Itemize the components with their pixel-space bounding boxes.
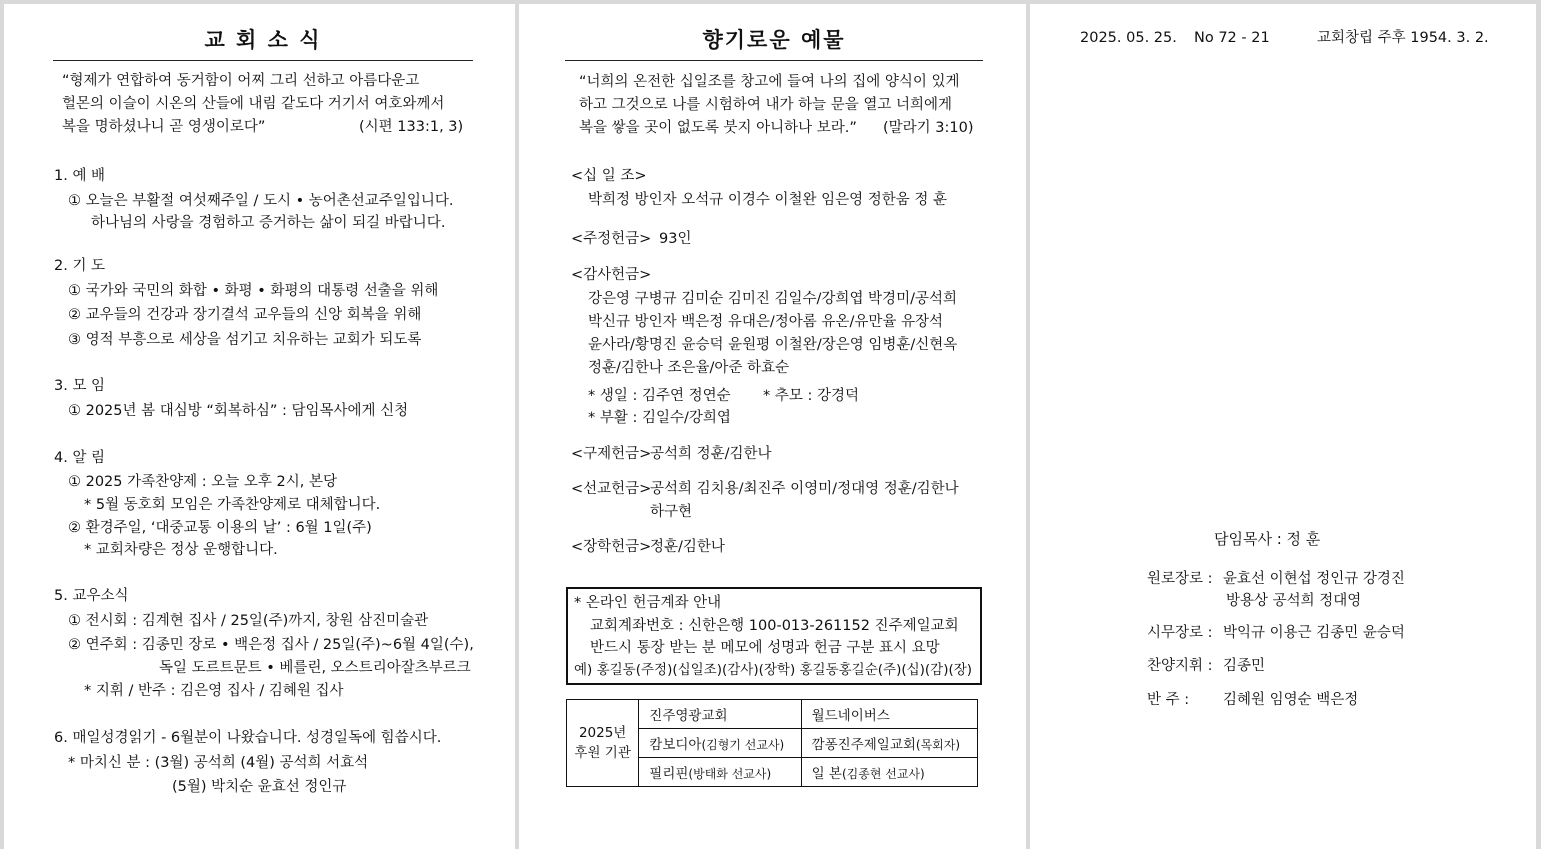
support-org-kampong-jinju: 깜퐁진주제일교회 xyxy=(811,737,916,753)
support-org-japan-note: (김종현 선교사) xyxy=(841,767,925,781)
section-members-title: 5. 교우소식 xyxy=(54,588,129,604)
support-year-cell xyxy=(567,700,639,787)
thanks-names-3: 윤사라/황명진 윤승덕 윤원평 이철완/장은영 임병훈/신현옥 xyxy=(588,337,958,353)
meeting-item-1: ① 2025년 봄 대심방 “회복하심” : 담임목사에게 신청 xyxy=(68,403,409,419)
online-account-title: * 온라인 헌금계좌 안내 xyxy=(574,595,722,611)
senior-pastor: 담임목사 : 정 훈 xyxy=(1214,530,1321,548)
tithe-names: 박희정 방인자 오석규 이경수 이철완 임은영 정한움 정 훈 xyxy=(588,192,948,208)
thanks-birthday: * 생일 : 김주연 정연순 xyxy=(588,388,731,404)
section-meeting-title: 3. 모 임 xyxy=(54,378,106,394)
support-org-philippines-note: (방태화 선교사) xyxy=(688,767,772,781)
support-cell xyxy=(639,700,801,729)
thanks-memorial: * 추모 : 강경덕 xyxy=(763,388,859,404)
mission-offering-label: <선교헌금> xyxy=(571,481,652,497)
offering-title: 향기로운 예물 xyxy=(565,24,983,61)
thanks-names-1: 강은영 구병규 김미순 김미진 김일수/강희엽 박경미/공석희 xyxy=(588,291,957,307)
verse-line-1: “형제가 연합하여 동거함이 어찌 그리 선하고 아름다운고 xyxy=(62,73,420,89)
section-worship-title: 1. 예 배 xyxy=(54,168,106,184)
support-year: 2025년 xyxy=(578,725,627,741)
choir-conductor-name: 김종민 xyxy=(1223,658,1266,674)
support-org-kampong-jinju-note: (목회자) xyxy=(915,738,961,752)
accompanist-label: 반 주 : xyxy=(1147,692,1190,708)
emeritus-elders-names-cont: 방용상 공석희 정대영 xyxy=(1226,593,1362,609)
prayer-item-2: ② 교우들의 건강과 장기결석 교우들의 신앙 회복을 위해 xyxy=(68,307,422,323)
emeritus-elders-names: 윤효선 이현섭 정인규 강경진 xyxy=(1223,571,1405,587)
online-account-memo-note: 반드시 통장 받는 분 메모에 성명과 헌금 구분 표시 요망 xyxy=(590,640,940,656)
support-label: 후원 기관 xyxy=(574,745,631,761)
mission-offering-names-cont: 하구현 xyxy=(650,504,693,520)
scholarship-offering-names: 정훈/김한나 xyxy=(650,539,725,555)
news-title: 교 회 소 식 xyxy=(53,24,473,61)
support-org-cambodia: 캄보디아 xyxy=(649,737,702,753)
bulletin-date: 2025. 05. 25. xyxy=(1080,30,1177,46)
thanks-names-2: 박신규 방인자 백은정 유대은/정아롬 유온/유만율 유장석 xyxy=(588,314,943,330)
support-org-jinju-yeonggwang: 진주영광교회 xyxy=(649,708,728,724)
active-elders-label: 시무장로 : xyxy=(1147,625,1213,641)
bible-reading-finishers: * 마치신 분 : (3월) 공석희 (4월) 공석희 서효석 xyxy=(68,755,369,771)
prayer-item-1: ① 국가와 국민의 화합 • 화평 • 화평의 대통령 선출을 위해 xyxy=(68,283,439,299)
support-cell xyxy=(801,758,977,787)
active-elders-names: 박익규 이용근 김종민 윤승덕 xyxy=(1223,625,1405,641)
support-cell xyxy=(639,758,801,787)
relief-offering-label: <구제헌금> xyxy=(571,446,652,462)
section-prayer-title: 2. 기 도 xyxy=(54,258,106,274)
thanks-offering-label: <감사헌금> xyxy=(571,267,652,283)
members-item-2-note: * 지휘 / 반주 : 김은영 집사 / 김혜원 집사 xyxy=(84,683,344,699)
bible-reading-finishers-cont: (5월) 박치순 윤효선 정인규 xyxy=(172,779,347,795)
tithe-label: <십 일 조> xyxy=(571,168,647,184)
thanks-easter: * 부활 : 김일수/강희엽 xyxy=(588,410,731,426)
members-item-2-cont: 독일 도르트문트 • 베를린, 오스트리아잘츠부르크 xyxy=(159,660,471,676)
online-account-box xyxy=(566,587,982,685)
members-item-2: ② 연주회 : 김종민 장로 • 백은정 집사 / 25일(주)~6월 4일(수), xyxy=(68,637,474,653)
choir-conductor-label: 찬양지휘 : xyxy=(1147,658,1213,674)
notice-item-2-note: * 교회차량은 정상 운행합니다. xyxy=(84,542,278,558)
support-org-cambodia-note: (김형기 선교사) xyxy=(701,738,785,752)
mission-offering-names: 공석희 김치용/최진주 이영미/정대영 정훈/김한나 xyxy=(650,481,959,497)
prayer-item-3: ③ 영적 부흥으로 세상을 섬기고 치유하는 교회가 되도록 xyxy=(68,332,422,348)
support-org-japan: 일 본 xyxy=(811,766,842,782)
thanks-names-4: 정훈/김한나 조은율/아준 하효순 xyxy=(588,360,790,376)
verse-reference: (시편 133:1, 3) xyxy=(359,119,464,135)
worship-item-1-cont: 하나님의 사랑을 경험하고 증거하는 삶이 되길 바랍니다. xyxy=(91,215,446,231)
accompanist-names: 김혜원 임영순 백은정 xyxy=(1223,692,1359,708)
church-founded: 교회창립 주후 1954. 3. 2. xyxy=(1317,30,1489,46)
notice-item-1-note: * 5월 동호회 모임은 가족찬양제로 대체합니다. xyxy=(84,497,381,513)
emeritus-elders-label: 원로장로 : xyxy=(1147,571,1213,587)
support-org-world-neighbors: 월드네이버스 xyxy=(811,708,890,724)
weekly-offering-count: 93인 xyxy=(659,231,692,247)
offering-verse-line-1: “너희의 온전한 십일조를 창고에 들여 나의 집에 양식이 있게 xyxy=(579,74,960,90)
members-item-1: ① 전시회 : 김계현 집사 / 25일(주)까지, 창원 삼진미술관 xyxy=(68,613,429,629)
worship-item-1: ① 오늘은 부활절 여섯째주일 / 도시 • 농어촌선교주일입니다. xyxy=(68,193,454,209)
offering-verse-line-2: 하고 그것으로 나를 시험하여 내가 하늘 문을 열고 너희에게 xyxy=(579,97,953,113)
support-organizations-table xyxy=(566,699,978,787)
verse-line-3: 복을 명하셨나니 곧 영생이로다” xyxy=(62,119,266,135)
scholarship-offering-label: <장학헌금> xyxy=(571,539,652,555)
bulletin-number: No 72 - 21 xyxy=(1194,30,1270,46)
offering-verse-line-3: 복을 쌓을 곳이 없도록 붓지 아니하나 보라.” xyxy=(579,120,857,136)
weekly-offering-label: <주정헌금> xyxy=(571,231,652,247)
support-cell xyxy=(639,729,801,758)
cover-page xyxy=(1030,4,1536,849)
support-cell xyxy=(801,729,977,758)
notice-item-1: ① 2025 가족찬양제 : 오늘 오후 2시, 본당 xyxy=(68,474,337,490)
online-account-example: 예) 홍길동(주정)(십일조)(감사)(장학) 홍길동홍길순(주)(십)(감)(장) xyxy=(574,662,973,678)
section-bible-reading-title: 6. 매일성경읽기 - 6월분이 나왔습니다. 성경일독에 힘씁시다. xyxy=(54,730,442,746)
support-org-philippines: 필리핀 xyxy=(649,766,689,782)
offering-verse-reference: (말라기 3:10) xyxy=(883,120,974,136)
support-cell xyxy=(801,700,977,729)
notice-item-2: ② 환경주일, ‘대중교통 이용의 날’ : 6월 1일(주) xyxy=(68,520,372,536)
news-page xyxy=(4,4,515,849)
verse-line-2: 헐몬의 이슬이 시온의 산들에 내림 같도다 거기서 여호와께서 xyxy=(62,96,445,112)
relief-offering-names: 공석희 정훈/김한나 xyxy=(650,446,772,462)
online-account-number: 교회계좌번호 : 신한은행 100-013-261152 진주제일교회 xyxy=(590,618,959,634)
offering-page xyxy=(519,4,1026,849)
section-notice-title: 4. 알 림 xyxy=(54,450,106,466)
